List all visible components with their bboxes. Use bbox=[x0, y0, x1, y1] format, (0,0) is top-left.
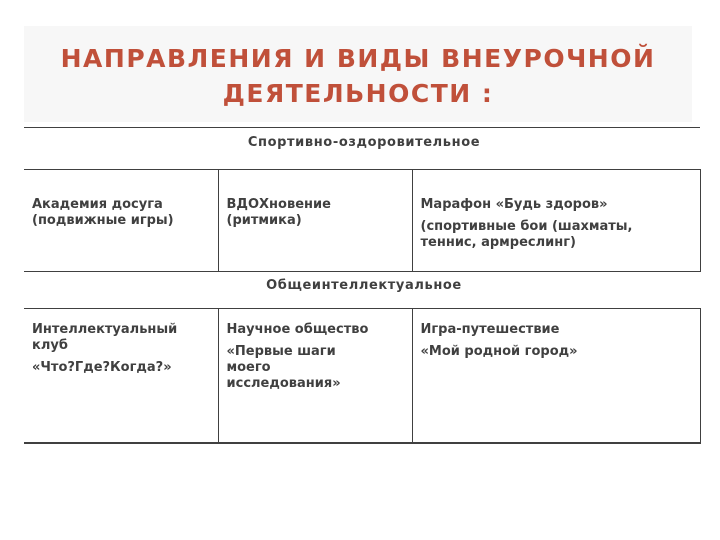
activities-table bbox=[24, 127, 701, 444]
table-row bbox=[24, 170, 700, 272]
cell-line: «Первые шаги bbox=[226, 344, 336, 359]
cell-line: «Что?Где?Когда?» bbox=[32, 360, 172, 375]
table-cell bbox=[412, 170, 700, 272]
section-heading-intellectual: Общеинтеллектуальное bbox=[24, 272, 700, 309]
cell-line: (ритмика) bbox=[226, 213, 302, 228]
cell-line: Игра-путешествие bbox=[420, 322, 560, 337]
title-box bbox=[24, 26, 692, 122]
table-cell bbox=[412, 309, 700, 444]
cell-line: клуб bbox=[32, 338, 68, 353]
table-cell bbox=[24, 309, 218, 444]
cell-line: моего bbox=[226, 360, 271, 375]
cell-line: Научное общество bbox=[226, 322, 369, 337]
cell-line: ВДОХновение bbox=[226, 197, 331, 212]
section-heading-sports: Спортивно-оздоровительное bbox=[24, 128, 700, 170]
cell-line: теннис, армреслинг) bbox=[420, 235, 576, 250]
table-row bbox=[24, 309, 700, 444]
cell-line: (спортивные бои (шахматы, bbox=[420, 219, 633, 234]
slide-title-line: НАПРАВЛЕНИЯ И ВИДЫ ВНЕУРОЧНОЙ bbox=[60, 44, 656, 73]
cell-line: (подвижные игры) bbox=[32, 213, 174, 228]
slide-title bbox=[24, 26, 692, 111]
cell-line: Интеллектуальный bbox=[32, 322, 178, 337]
table-cell bbox=[218, 170, 412, 272]
table-cell bbox=[24, 170, 218, 272]
cell-line: исследования» bbox=[226, 376, 341, 391]
table-row bbox=[24, 272, 700, 309]
cell-line: Марафон «Будь здоров» bbox=[420, 197, 608, 212]
cell-line: Академия досуга bbox=[32, 197, 163, 212]
table-cell bbox=[218, 309, 412, 444]
cell-line: «Мой родной город» bbox=[420, 344, 578, 359]
slide-title-line: ДЕЯТЕЛЬНОСТИ : bbox=[222, 79, 494, 108]
table-row bbox=[24, 128, 700, 170]
